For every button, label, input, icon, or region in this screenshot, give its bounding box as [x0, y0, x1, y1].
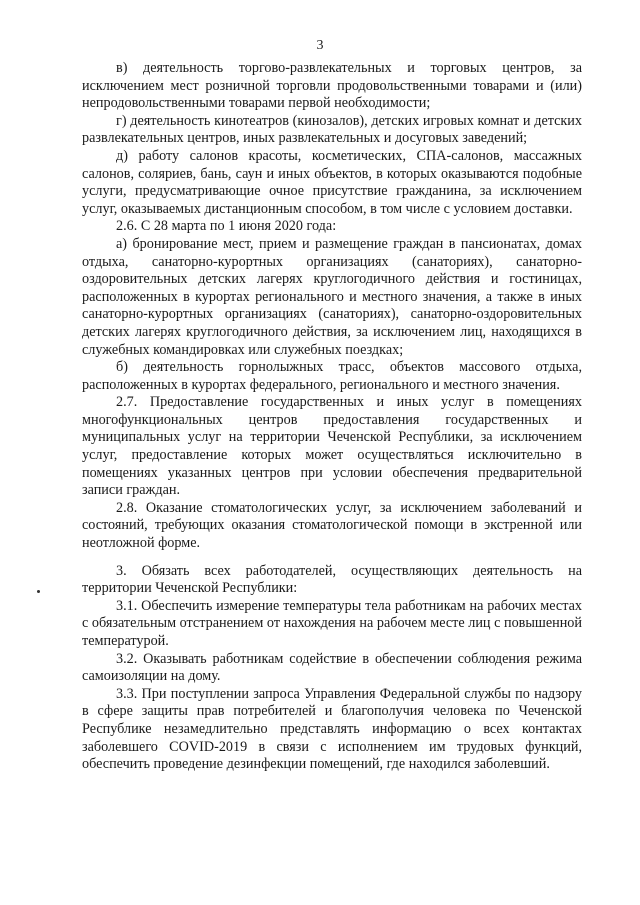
paragraph-2-5-d: д) работу салонов красоты, косметических, СПА-салонов, массажных салонов, соляриев, бань, саун и иных объектов, в которых оказываются подобные услуги, предусматривающие очное присутствие гражданина, за исключением услуг, оказываемых дистанционным способом, в том числе с условием доставки.	[82, 147, 582, 217]
document-body	[82, 60, 582, 774]
paragraph-2-8: 2.8. Оказание стоматологических услуг, за исключением заболеваний и состояний, требующих оказания стоматологической помощи в экстренной или неотложной форме.	[82, 499, 582, 552]
paragraph-3-3: 3.3. При поступлении запроса Управления Федеральной службы по надзору в сфере защиты прав потребителей и благополучия человека по Чеченской Республике незамедлительно представлять информацию о всех контактах заболевшего COVID-2019 в связи с исполнением им трудовых функций, обеспечить проведение дезинфекции помещений, где находился заболевший.	[82, 685, 582, 773]
paragraph-2-5-g: г) деятельность кинотеатров (кинозалов), детских игровых комнат и детских развлекательных центров, иных развлекательных и досуговых заведений;	[82, 112, 582, 147]
paragraph-2-6-a: а) бронирование мест, прием и размещение граждан в пансионатах, домах отдыха, санаторно-курортных организациях (санаториях), санаторно-оздоровительных детских лагерях круглогодичного действия и гостиницах, расположенных в курортах регионального и местного значения, а также в иных санаторно-курортных организациях (санаториях), санаторно-оздоровительных детских лагерях круглогодичного действия, за исключением лиц, находящихся в служебных командировках или служебных поездках;	[82, 235, 582, 358]
paragraph-3: 3. Обязать всех работодателей, осуществляющих деятельность на территории Чеченской Республики:	[82, 562, 582, 597]
paragraph-2-6-b: б) деятельность горнолыжных трасс, объектов массового отдыха, расположенных в курортах федерального, регионального и местного значения.	[82, 359, 582, 393]
paragraph-2-6: 2.6. С 28 марта по 1 июня 2020 года:	[116, 218, 337, 235]
page-number: 3	[316, 38, 324, 53]
paragraph-2-5-v: в) деятельность торгово-развлекательных и торговых центров, за исключением мест розничной торговли продовольственными товарами и (или) непродовольственными товарами первой необходимости;	[82, 60, 582, 112]
paragraph-3-2: 3.2. Оказывать работникам содействие в обеспечении соблюдения режима самоизоляции на дому.	[82, 650, 582, 685]
paragraph-2-7: 2.7. Предоставление государственных и иных услуг в помещениях многофункциональных центров предоставления государственных и муниципальных услуг на территории Чеченской Республики, за исключением услуг, предоставление которых может осуществляться исключительно в помещениях указанных центров при условии обеспечения предварительной записи граждан.	[82, 394, 582, 499]
margin-dot	[37, 590, 40, 593]
paragraph-3-1: 3.1. Обеспечить измерение температуры тела работникам на рабочих местах с обязательным отстранением от нахождения на рабочем месте лиц с повышенной температурой.	[82, 597, 582, 649]
